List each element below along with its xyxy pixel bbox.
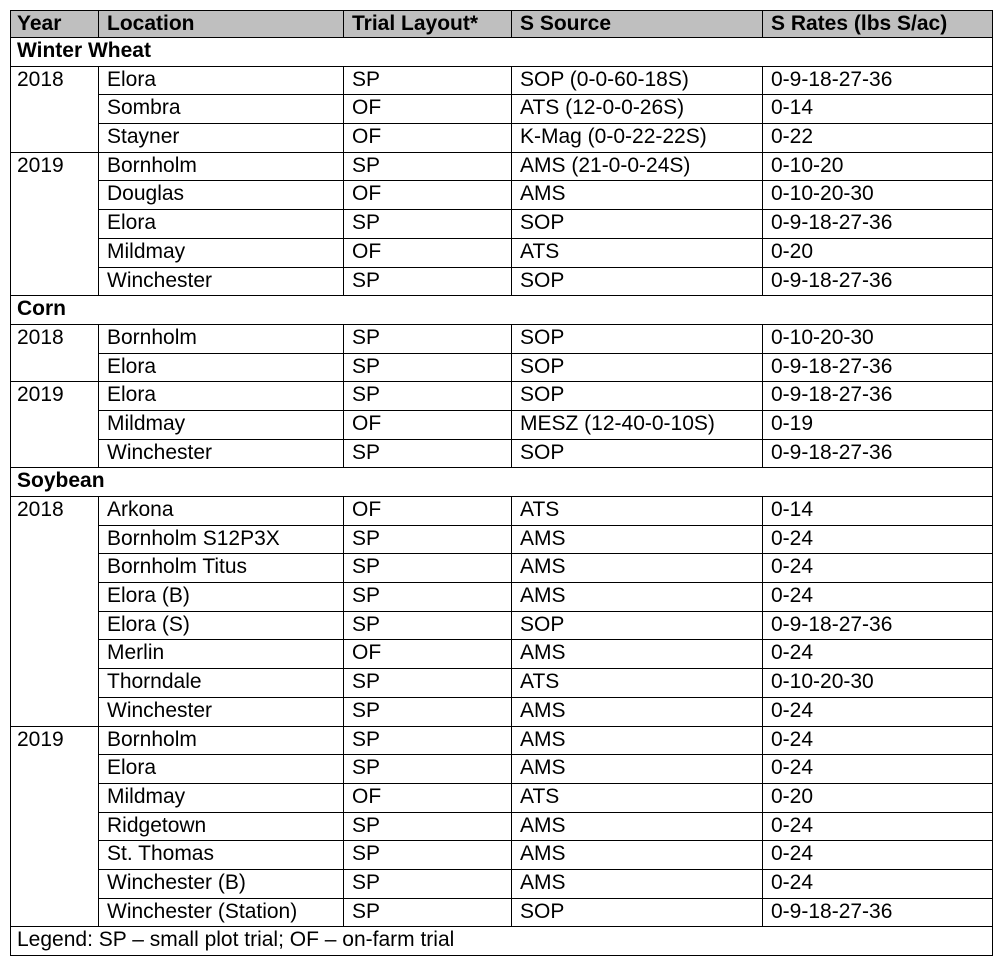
trial-layout-cell: SP — [344, 755, 512, 784]
s-rates-cell: 0-9-18-27-36 — [763, 611, 993, 640]
s-source-cell: AMS — [512, 640, 763, 669]
trial-layout-cell: SP — [344, 812, 512, 841]
location-cell: St. Thomas — [99, 841, 344, 870]
s-source-cell: AMS (21-0-0-24S) — [512, 152, 763, 181]
table-row — [11, 554, 993, 583]
table-row — [11, 898, 993, 927]
crop-section-row — [11, 296, 993, 325]
table-row — [11, 812, 993, 841]
s-rates-cell: 0-9-18-27-36 — [763, 267, 993, 296]
table-row — [11, 583, 993, 612]
location-cell: Bornholm — [99, 324, 344, 353]
trial-layout-cell: SP — [344, 669, 512, 698]
location-cell: Elora — [99, 353, 344, 382]
table-row — [11, 611, 993, 640]
location-cell: Elora — [99, 210, 344, 239]
table-row — [11, 439, 993, 468]
location-cell: Stayner — [99, 124, 344, 153]
s-rates-cell: 0-19 — [763, 410, 993, 439]
s-rates-cell: 0-10-20 — [763, 152, 993, 181]
trial-layout-cell: SP — [344, 697, 512, 726]
trial-layout-cell: SP — [344, 439, 512, 468]
s-source-cell: SOP — [512, 353, 763, 382]
s-source-cell: SOP — [512, 439, 763, 468]
trial-layout-cell: OF — [344, 95, 512, 124]
location-cell: Winchester — [99, 697, 344, 726]
trial-layout-cell: OF — [344, 783, 512, 812]
s-rates-cell: 0-9-18-27-36 — [763, 898, 993, 927]
header-s-rates: S Rates (lbs S/ac) — [763, 11, 993, 38]
crop-name: Soybean — [11, 468, 993, 497]
crop-section-row — [11, 38, 993, 67]
table-row — [11, 152, 993, 181]
table-row — [11, 267, 993, 296]
year-cell: 2018 — [11, 324, 99, 381]
trial-layout-cell: SP — [344, 726, 512, 755]
year-cell: 2019 — [11, 726, 99, 927]
location-cell: Winchester (Station) — [99, 898, 344, 927]
table-row — [11, 783, 993, 812]
table-body — [11, 38, 993, 927]
table-row — [11, 525, 993, 554]
table-row — [11, 497, 993, 526]
s-rates-cell: 0-20 — [763, 783, 993, 812]
s-rates-cell: 0-9-18-27-36 — [763, 439, 993, 468]
location-cell: Elora — [99, 755, 344, 784]
table-row — [11, 124, 993, 153]
header-s-source: S Source — [512, 11, 763, 38]
trial-layout-cell: SP — [344, 324, 512, 353]
table-row — [11, 95, 993, 124]
s-rates-cell: 0-24 — [763, 841, 993, 870]
trial-layout-cell: OF — [344, 238, 512, 267]
location-cell: Mildmay — [99, 410, 344, 439]
table-row — [11, 66, 993, 95]
trial-layout-cell: OF — [344, 497, 512, 526]
table-row — [11, 382, 993, 411]
s-rates-cell: 0-24 — [763, 583, 993, 612]
location-cell: Elora — [99, 66, 344, 95]
s-source-cell: ATS (12-0-0-26S) — [512, 95, 763, 124]
s-rates-cell: 0-9-18-27-36 — [763, 353, 993, 382]
header-year: Year — [11, 11, 99, 38]
crop-name: Corn — [11, 296, 993, 325]
trial-layout-cell: SP — [344, 869, 512, 898]
s-rates-cell: 0-24 — [763, 812, 993, 841]
location-cell: Arkona — [99, 497, 344, 526]
trial-layout-cell: SP — [344, 382, 512, 411]
s-rates-cell: 0-9-18-27-36 — [763, 66, 993, 95]
location-cell: Thorndale — [99, 669, 344, 698]
s-rates-cell: 0-24 — [763, 525, 993, 554]
table-row — [11, 869, 993, 898]
trial-layout-cell: SP — [344, 66, 512, 95]
year-cell: 2018 — [11, 66, 99, 152]
s-source-cell: AMS — [512, 525, 763, 554]
s-source-cell: AMS — [512, 554, 763, 583]
s-rates-cell: 0-20 — [763, 238, 993, 267]
trial-layout-cell: OF — [344, 181, 512, 210]
location-cell: Elora (B) — [99, 583, 344, 612]
s-rates-cell: 0-10-20-30 — [763, 669, 993, 698]
trial-layout-cell: SP — [344, 611, 512, 640]
year-cell: 2018 — [11, 497, 99, 727]
s-rates-cell: 0-24 — [763, 726, 993, 755]
s-rates-cell: 0-22 — [763, 124, 993, 153]
s-source-cell: SOP — [512, 210, 763, 239]
s-source-cell: AMS — [512, 181, 763, 210]
s-source-cell: AMS — [512, 841, 763, 870]
location-cell: Bornholm — [99, 152, 344, 181]
s-source-cell: AMS — [512, 726, 763, 755]
trial-layout-cell: SP — [344, 267, 512, 296]
table-row — [11, 726, 993, 755]
trial-layout-cell: SP — [344, 353, 512, 382]
s-rates-cell: 0-24 — [763, 554, 993, 583]
s-source-cell: ATS — [512, 238, 763, 267]
location-cell: Douglas — [99, 181, 344, 210]
s-source-cell: AMS — [512, 755, 763, 784]
location-cell: Mildmay — [99, 238, 344, 267]
table-row — [11, 324, 993, 353]
table-row — [11, 640, 993, 669]
trial-layout-cell: SP — [344, 152, 512, 181]
table-row — [11, 353, 993, 382]
s-source-cell: ATS — [512, 783, 763, 812]
s-source-cell: SOP (0-0-60-18S) — [512, 66, 763, 95]
table-row — [11, 210, 993, 239]
s-rates-cell: 0-24 — [763, 869, 993, 898]
s-rates-cell: 0-10-20-30 — [763, 324, 993, 353]
year-cell: 2019 — [11, 382, 99, 468]
legend-text: Legend: SP – small plot trial; OF – on-farm trial — [11, 927, 993, 956]
trial-layout-cell: SP — [344, 583, 512, 612]
trial-layout-cell: OF — [344, 640, 512, 669]
header-location: Location — [99, 11, 344, 38]
s-source-cell: SOP — [512, 611, 763, 640]
header-row — [11, 11, 993, 38]
location-cell: Mildmay — [99, 783, 344, 812]
s-source-cell: SOP — [512, 324, 763, 353]
trial-layout-cell: OF — [344, 410, 512, 439]
s-source-cell: MESZ (12-40-0-10S) — [512, 410, 763, 439]
table-row — [11, 181, 993, 210]
location-cell: Winchester — [99, 439, 344, 468]
crop-name: Winter Wheat — [11, 38, 993, 67]
s-source-cell: SOP — [512, 382, 763, 411]
s-rates-cell: 0-10-20-30 — [763, 181, 993, 210]
trial-layout-cell: SP — [344, 525, 512, 554]
trial-layout-cell: SP — [344, 210, 512, 239]
table-row — [11, 669, 993, 698]
trial-layout-cell: OF — [344, 124, 512, 153]
s-rates-cell: 0-14 — [763, 497, 993, 526]
s-rates-cell: 0-14 — [763, 95, 993, 124]
s-source-cell: K-Mag (0-0-22-22S) — [512, 124, 763, 153]
location-cell: Elora — [99, 382, 344, 411]
trial-layout-cell: SP — [344, 841, 512, 870]
table-row — [11, 238, 993, 267]
s-source-cell: AMS — [512, 869, 763, 898]
location-cell: Winchester — [99, 267, 344, 296]
s-source-cell: ATS — [512, 497, 763, 526]
year-cell: 2019 — [11, 152, 99, 295]
location-cell: Bornholm S12P3X — [99, 525, 344, 554]
s-source-cell: SOP — [512, 898, 763, 927]
trial-layout-cell: SP — [344, 554, 512, 583]
s-rates-cell: 0-24 — [763, 697, 993, 726]
location-cell: Sombra — [99, 95, 344, 124]
s-source-cell: ATS — [512, 669, 763, 698]
s-source-cell: AMS — [512, 812, 763, 841]
location-cell: Merlin — [99, 640, 344, 669]
s-rates-cell: 0-24 — [763, 640, 993, 669]
s-source-cell: AMS — [512, 583, 763, 612]
s-rates-cell: 0-9-18-27-36 — [763, 382, 993, 411]
crop-section-row — [11, 468, 993, 497]
s-source-cell: SOP — [512, 267, 763, 296]
s-rates-cell: 0-9-18-27-36 — [763, 210, 993, 239]
trial-layout-cell: SP — [344, 898, 512, 927]
header-trial-layout: Trial Layout* — [344, 11, 512, 38]
location-cell: Winchester (B) — [99, 869, 344, 898]
s-source-cell: AMS — [512, 697, 763, 726]
legend-row — [11, 927, 993, 956]
s-rates-cell: 0-24 — [763, 755, 993, 784]
table-row — [11, 697, 993, 726]
sulfur-trials-table — [10, 10, 993, 956]
table-row — [11, 841, 993, 870]
location-cell: Elora (S) — [99, 611, 344, 640]
table-row — [11, 755, 993, 784]
table-row — [11, 410, 993, 439]
location-cell: Bornholm — [99, 726, 344, 755]
location-cell: Ridgetown — [99, 812, 344, 841]
location-cell: Bornholm Titus — [99, 554, 344, 583]
